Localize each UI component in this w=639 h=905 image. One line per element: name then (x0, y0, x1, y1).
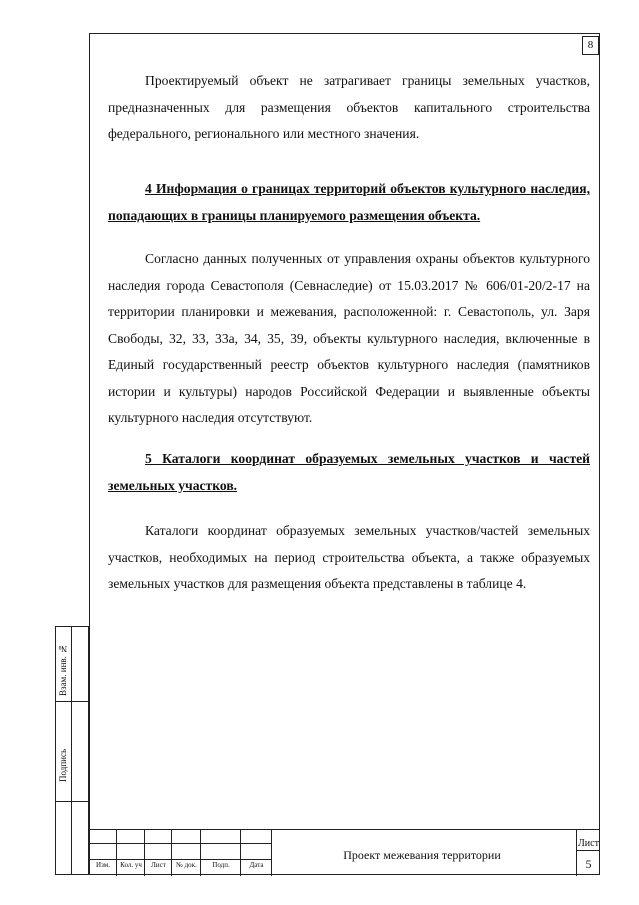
paragraph-3: Каталоги координат образуемых земельных участков/частей земельных участков, необходимых на период строительства объекта, а также образуемых земельных участков для размещения объекта представлены в таблице 4. (108, 523, 590, 591)
paragraph-2: Согласно данных полученных от управления охраны объектов культурного наследия города Севастополя (Севнаследие) от 15.03.2017 № 606/01-20/2-17 на территории планировки и межевания, расположенной: г. Севастополь, ул. Заря Свободы, 32, 33, 33а, 34, 35, 39, объекты культурного наследия, включенные в Единый государственный реестр объектов культурного наследия (памятников истории и культуры) народов Российской Федерации и выявленные объекты культурного наследия отсутствуют. (108, 251, 590, 425)
stamp-col-izm: Изм. (96, 861, 110, 869)
side-label-podpis: Подпись (58, 748, 68, 782)
stamp-sheet-number: 5 (585, 857, 592, 871)
paragraph-1: Проектируемый объект не затрагивает границы земельных участков, предназначенных для размещения объектов капитального строительства федерального, регионального или местного значения. (108, 73, 590, 141)
stamp-col-ndok: № док. (176, 861, 197, 869)
project-title: Проект межевания территории (343, 848, 501, 862)
stamp-list-label: Лист (578, 838, 599, 849)
stamp-col-data: Дата (249, 861, 264, 869)
stamp-col-kol-uch: Кол. уч (120, 861, 142, 869)
heading-section-4: 4 Информация о границах территорий объектов культурного наследия, попадающих в границы планируемого размещения объекта. (108, 181, 590, 223)
stamp-col-list: Лист (151, 861, 166, 869)
side-label-vzam: Взам. инв. № (58, 643, 68, 696)
heading-section-5: 5 Каталоги координат образуемых земельных участков и частей земельных участков. (108, 451, 590, 493)
page-number: 8 (582, 36, 599, 55)
stamp-col-podp: Подп. (212, 861, 230, 869)
